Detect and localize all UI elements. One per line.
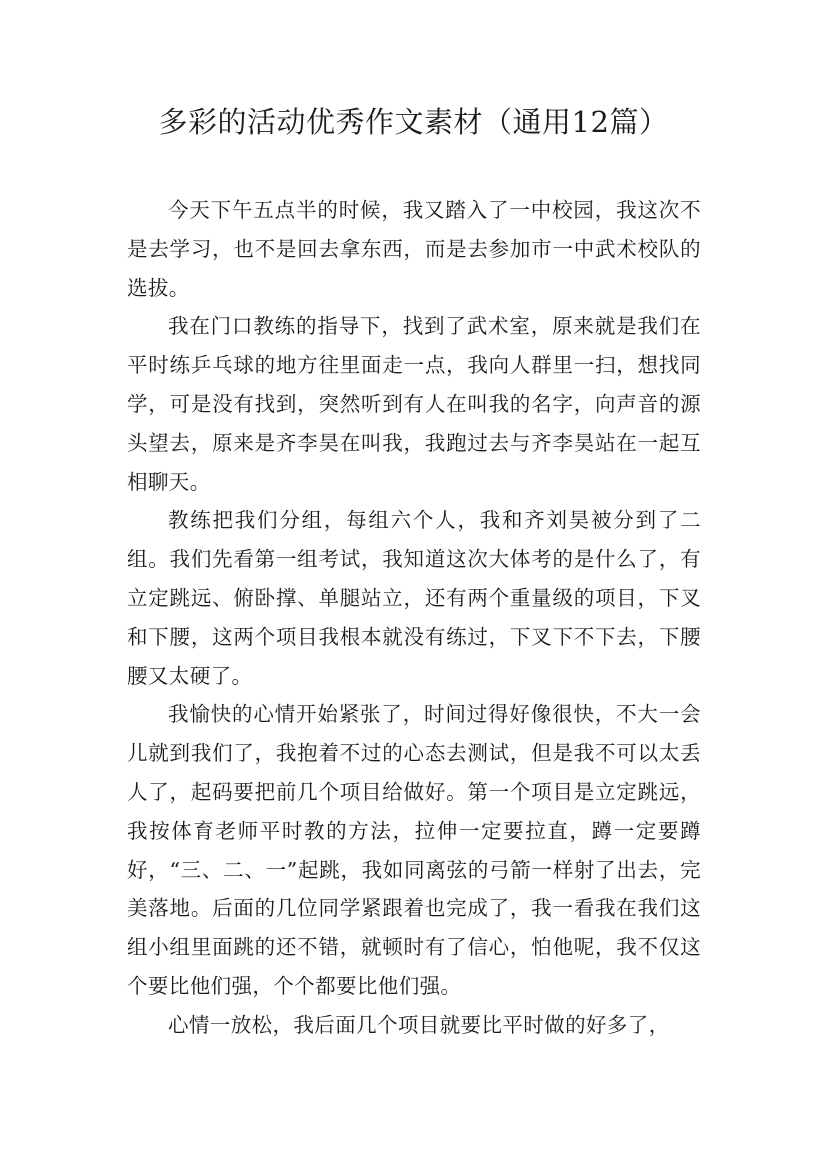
paragraph: 心情一放松，我后面几个项目就要比平时做的好多了，	[168, 1012, 670, 1037]
paragraph: 我在门口教练的指导下，找到了武术室，原来就是我们在平时练乒乓球的地方往里面走一点，我向人群里一扫，想找同学，可是没有找到，突然听到有人在叫我的名字，向声音的源头望去，原来是齐李昊在叫我，我跑过去与齐李昊站在一起互相聊天。	[127, 314, 701, 494]
document-title: 多彩的活动优秀作文素材（通用12篇）	[158, 105, 669, 139]
paragraph: 我愉快的心情开始紧张了，时间过得好像很快，不大一会儿就到我们了，我抱着不过的心态去测试，但是我不可以太丢人了，起码要把前几个项目给做好。第一个项目是立定跳远，我按体育老师平时教的方法，拉伸一定要拉直，蹲一定要蹲好，“三、二、一”起跳，我如同离弦的弓箭一样射了出去，完美落地。后面的几位同学紧跟着也完成了，我一看我在我们这组小组里面跳的还不错，就顿时有了信心，怕他呢，我不仅这个要比他们强，个个都要比他们强。	[127, 702, 701, 998]
paragraph: 今天下午五点半的时候，我又踏入了一中校园，我这次不是去学习，也不是回去拿东西，而是去参加市一中武术校队的选拔。	[127, 198, 701, 300]
document-body	[127, 191, 701, 1045]
paragraph: 教练把我们分组，每组六个人，我和齐刘昊被分到了二组。我们先看第一组考试，我知道这次大体考的是什么了，有立定跳远、俯卧撑、单腿站立，还有两个重量级的项目，下叉和下腰，这两个项目我根本就没有练过，下叉下不下去，下腰腰又太硬了。	[127, 508, 701, 688]
